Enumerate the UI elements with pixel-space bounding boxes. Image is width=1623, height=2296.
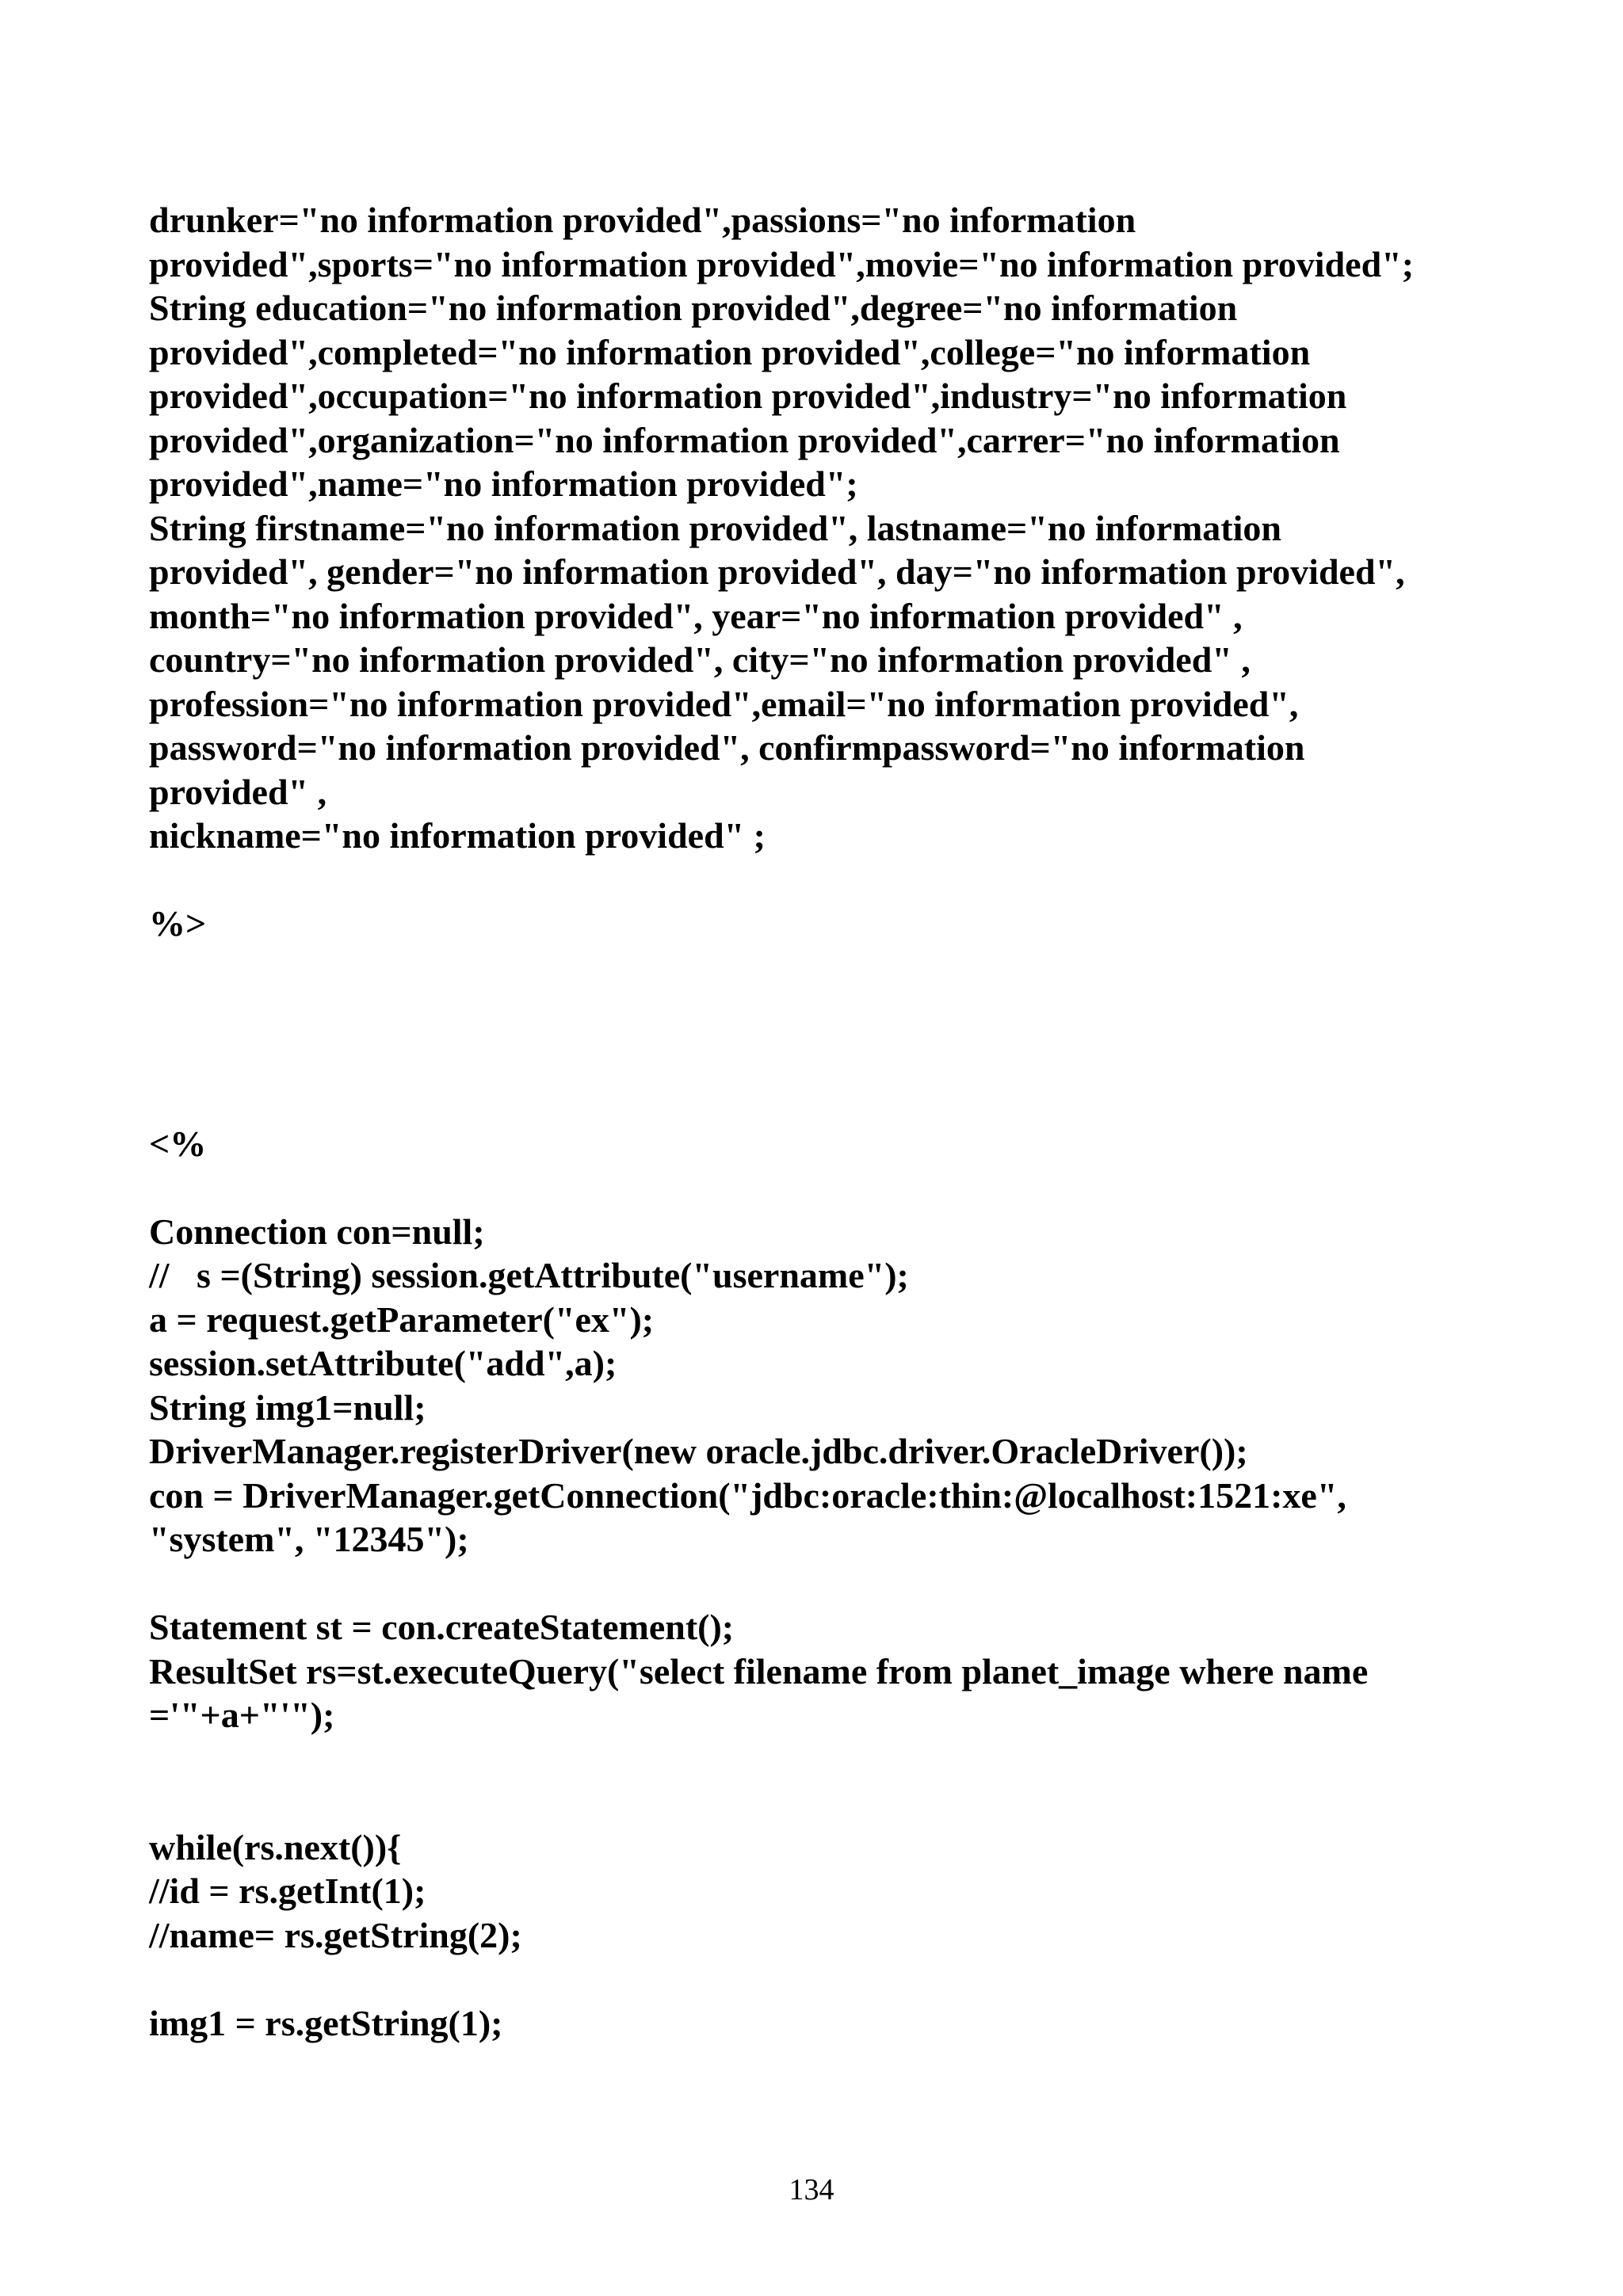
- code-line: "system", "12345");: [149, 1519, 469, 1559]
- code-line: nickname="no information provided" ;: [149, 815, 766, 856]
- code-line: DriverManager.registerDriver(new oracle.jdbc.driver.OracleDriver());: [149, 1431, 1248, 1471]
- code-line: provided",sports="no information provided",movie="no information provided";: [149, 243, 1415, 284]
- code-line: profession="no information provided",email="no information provided",: [149, 683, 1299, 724]
- code-line: while(rs.next()){: [149, 1826, 402, 1867]
- code-line: String firstname="no information provided", lastname="no information: [149, 507, 1281, 548]
- code-line: provided",completed="no information provided",college="no information: [149, 331, 1311, 372]
- code-line: String education="no information provided",degree="no information: [149, 288, 1238, 328]
- code-line: %>: [149, 903, 207, 944]
- code-line: drunker="no information provided",passions="no information: [149, 200, 1136, 240]
- blank-line: [149, 946, 1512, 990]
- blank-line: [149, 1957, 1512, 2001]
- code-line: //name= rs.getString(2);: [149, 1914, 522, 1955]
- blank-line: [149, 1737, 1512, 1782]
- blank-line: [149, 990, 1512, 1034]
- code-line: img1 = rs.getString(1);: [149, 2002, 503, 2043]
- code-line: provided", gender="no information provided", day="no information provided",: [149, 551, 1405, 592]
- code-line: session.setAttribute("add",a);: [149, 1343, 617, 1383]
- code-line: provided",occupation="no information provided",industry="no information: [149, 376, 1347, 416]
- code-line: password="no information provided", confirmpassword="no information: [149, 727, 1305, 768]
- code-line: month="no information provided", year="no information provided" ,: [149, 595, 1243, 636]
- code-line: ResultSet rs=st.executeQuery("select filename from planet_image where name: [149, 1650, 1369, 1691]
- blank-line: [149, 1165, 1512, 1210]
- code-line: // s =(String) session.getAttribute("username");: [149, 1255, 909, 1295]
- page-number: 134: [789, 2173, 834, 2206]
- code-listing: [149, 198, 1512, 2045]
- code-line: Statement st = con.createStatement();: [149, 1607, 735, 1647]
- code-line: country="no information provided", city="no information provided" ,: [149, 639, 1251, 680]
- code-line: a = request.getParameter("ex");: [149, 1299, 655, 1340]
- blank-line: [149, 1562, 1512, 1606]
- code-line: con = DriverManager.getConnection("jdbc:oracle:thin:@localhost:1521:xe",: [149, 1474, 1346, 1516]
- blank-line: [149, 858, 1512, 902]
- code-line: ='"+a+"'");: [149, 1695, 335, 1735]
- code-line: //id = rs.getInt(1);: [149, 1871, 426, 1911]
- blank-line: [149, 1077, 1512, 1122]
- code-line: provided" ,: [149, 771, 327, 812]
- code-line: String img1=null;: [149, 1386, 426, 1428]
- code-line: <%: [149, 1123, 207, 1164]
- blank-line: [149, 1034, 1512, 1078]
- blank-line: [149, 1781, 1512, 1825]
- code-line: provided",organization="no information provided",carrer="no information: [149, 419, 1340, 460]
- code-line: provided",name="no information provided";: [149, 463, 858, 504]
- code-line: Connection con=null;: [149, 1211, 485, 1252]
